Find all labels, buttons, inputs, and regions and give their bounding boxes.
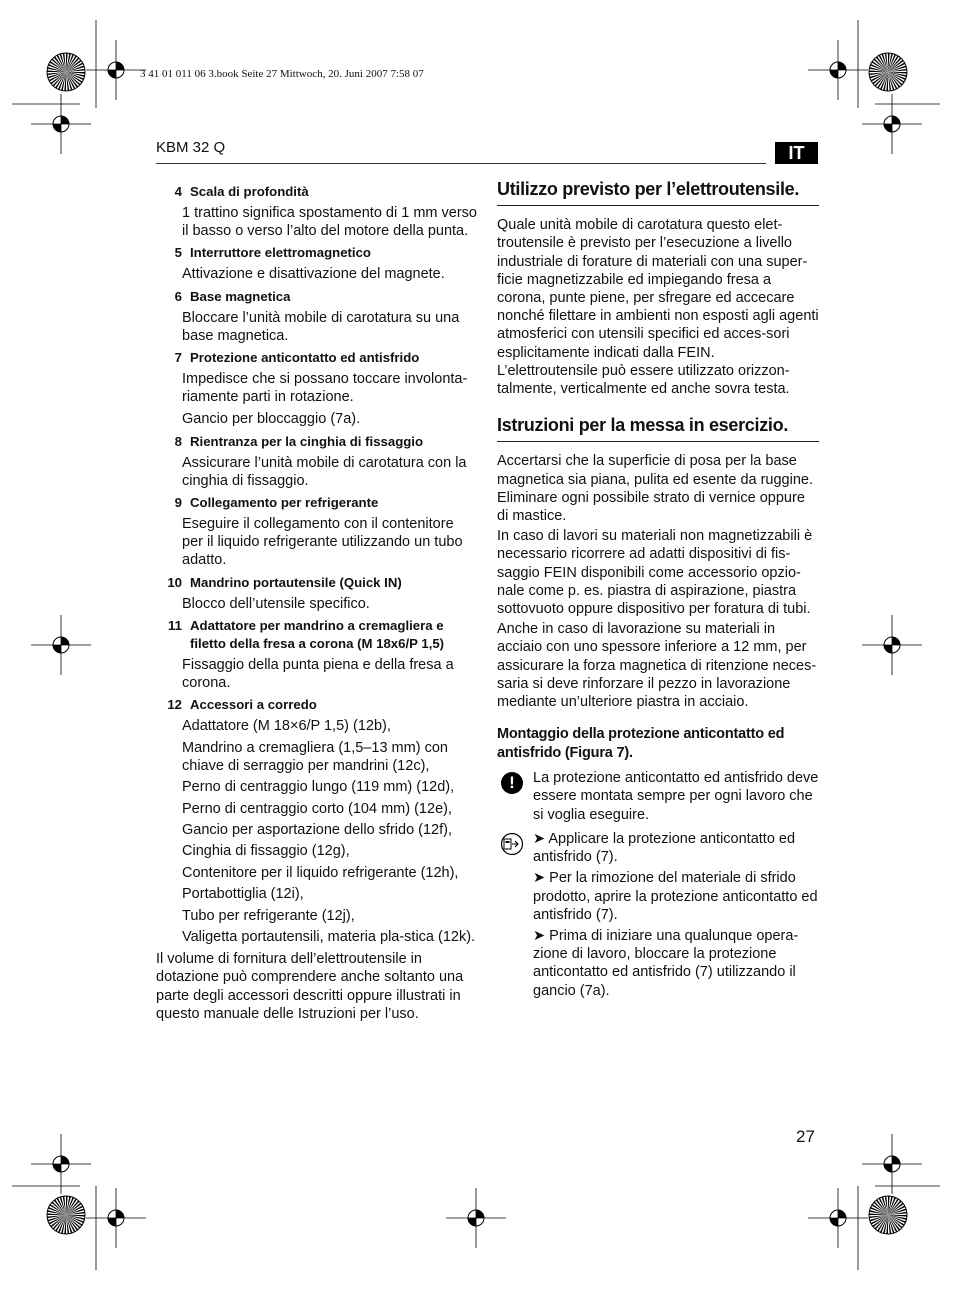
- item-description-line: Tubo per refrigerante (12j),: [182, 907, 355, 924]
- item-heading: [156, 574, 478, 592]
- section-title-intended-use: Utilizzo previsto per l’elettroutensile.: [497, 180, 819, 206]
- item-description: [156, 656, 478, 692]
- action-step-2: ➤ Per la rimozione del materiale di sfrido prodotto, aprire la protezione anticontatto ed antisfrido (7).: [533, 870, 818, 923]
- item-heading: [156, 183, 478, 201]
- warning-text: La protezione anticontatto ed antisfrido deve essere montata sempre per ogni lavoro che si voglia eseguire.: [533, 770, 819, 823]
- trim-line: [12, 104, 81, 105]
- action-step-3: ➤ Prima di iniziare una qualunque opera-zione di lavoro, bloccare la protezione anticontatto ed antisfrido (7) utilizzando il gancio (7a).: [533, 927, 799, 999]
- registration-mark-icon: [808, 40, 868, 100]
- registration-mark-icon: [808, 1188, 868, 1248]
- page-number: 27: [796, 1127, 815, 1146]
- item-description: [156, 370, 478, 429]
- item-title: Collegamento per refrigerante: [190, 495, 379, 511]
- item-heading: [156, 696, 478, 714]
- trim-line: [96, 20, 97, 109]
- item-title: Adattatore per mandrino a cremagliera e filetto della fresa a corona (M 18x6/P 1,5): [190, 617, 445, 651]
- registration-mark-icon: [31, 615, 91, 675]
- trim-line: [875, 1186, 941, 1187]
- item-description-line: Gancio per asportazione dello sfrido (12f),: [182, 822, 453, 839]
- commissioning-para-3: Anche in caso di lavorazione su materiali in acciaio con uno spessore inferiore a 12 mm, per assicurare la forza magnetica di ritenzione neces-saria si deve rinforzare il pezzo in lavorazione mediante un’ulteriore piastra in acciaio.: [497, 621, 817, 711]
- item-list: [156, 183, 478, 946]
- item-heading: [156, 494, 478, 512]
- section-title-commissioning: Istruzioni per la messa in esercizio.: [497, 416, 819, 442]
- registration-mark-icon: [446, 1188, 506, 1248]
- item-title: Protezione anticontatto ed antisfrido: [190, 350, 420, 366]
- item-description-line: Eseguire il collegamento con il contenitore per il liquido refrigerante utilizzando un tubo adatto.: [182, 516, 463, 569]
- item-description-line: Contenitore per il liquido refrigerante (12h),: [182, 864, 459, 881]
- item-heading: [156, 433, 478, 451]
- registration-mark-icon: [86, 40, 146, 100]
- item-description-line: Portabottiglia (12i),: [182, 886, 304, 903]
- item-number: 4: [174, 184, 182, 199]
- registration-mark-icon: [862, 615, 922, 675]
- scope-of-delivery-note: Il volume di fornitura dell’elettroutensile in dotazione può comprendere anche soltanto una parte degli accessori descritti oppure illustrati in questo manuale delle Istruzioni per l’uso.: [156, 951, 464, 1022]
- item-description: [156, 515, 478, 570]
- model-name: KBM 32 Q: [156, 139, 226, 156]
- item-heading: [156, 617, 478, 653]
- action-step-1: ➤ Applicare la protezione anticontatto ed antisfrido (7).: [533, 830, 796, 866]
- warning-icon: !: [501, 772, 523, 794]
- item-description-line: Perno di centraggio lungo (119 mm) (12d),: [182, 779, 455, 796]
- item-description-line: Bloccare l’unità mobile di carotatura su una base magnetica.: [182, 309, 460, 344]
- item-heading: [156, 288, 478, 306]
- trim-line: [96, 1186, 97, 1271]
- color-wheel-icon: [868, 1195, 908, 1235]
- file-meta: 3 41 01 011 06 3.book Seite 27 Mittwoch, 20. Juni 2007 7:58 07: [140, 68, 424, 80]
- registration-mark-icon: [862, 94, 922, 154]
- registration-mark-icon: [86, 1188, 146, 1248]
- item-description-line: Fissaggio della punta piena e della fresa a corona.: [182, 656, 454, 692]
- language-badge: IT: [775, 142, 818, 164]
- item-description-line: Assicurare l’unità mobile di carotatura con la cinghia di fissaggio.: [182, 454, 467, 489]
- item-description-line: Gancio per bloccaggio (7a).: [182, 411, 361, 428]
- color-wheel-icon: [46, 1195, 86, 1235]
- item-description-line: Valigetta portautensili, materia pla-stica (12k).: [182, 928, 476, 945]
- item-description-line: Attivazione e disattivazione del magnete.: [182, 266, 445, 283]
- item-number: 11: [168, 617, 182, 633]
- item-description-line: Mandrino a cremagliera (1,5–13 mm) con chiave di serraggio per mandrini (12c),: [182, 739, 448, 774]
- item-title: Base magnetica: [190, 288, 291, 304]
- trim-line: [858, 20, 859, 109]
- trim-line: [875, 104, 941, 105]
- item-description: [156, 595, 478, 613]
- item-heading: [156, 244, 478, 262]
- item-number: 5: [174, 245, 182, 261]
- item-number: 12: [167, 697, 182, 713]
- item-description: [156, 204, 478, 240]
- commissioning-para-1: Accertarsi che la superficie di posa per la base magnetica sia piana, pulita ed esente da ruggine. Eliminare ogni possibile strato di vernice oppure di mastice.: [497, 453, 813, 525]
- item-description-line: Impedisce che si possano toccare involonta-riamente parti in rotazione.: [182, 371, 468, 406]
- subsection-title-guard-mounting: Montaggio della protezione anticontatto ed antisfrido (Figura 7).: [497, 726, 785, 762]
- item-description-line: 1 trattino significa spostamento di 1 mm verso il basso o verso l’alto del motore della punta.: [182, 205, 477, 240]
- item-title: Mandrino portautensile (Quick IN): [190, 574, 402, 590]
- registration-mark-icon: [31, 1134, 91, 1194]
- item-title: Scala di profondità: [190, 184, 309, 199]
- item-title: Rientranza per la cinghia di fissaggio: [190, 433, 424, 449]
- registration-mark-icon: [862, 1134, 922, 1194]
- item-heading: [156, 349, 478, 367]
- header-rule: [156, 163, 766, 164]
- item-description: [156, 717, 478, 946]
- color-wheel-icon: [868, 52, 908, 92]
- item-description-line: Blocco dell’utensile specifico.: [182, 595, 370, 612]
- item-description: [156, 309, 478, 345]
- trim-line: [858, 1186, 859, 1271]
- intended-use-text: Quale unità mobile di carotatura questo elet-troutensile è previsto per l’esecuzione a livello industriale di forature di materiali con una super-ficie magnetizzabile ed impiegando fresa a corona, punte piene, per sfregare ed accecare nonché filettare in ambienti non esposti agli agenti atmosferici con utensili specifici ed acces-sori esplicitamente indicati dalla FEIN. L’elettroutensile può essere utilizzato orizzon-talmente, verticalmente ed anche sovra testa.: [497, 217, 819, 398]
- warning-note: [497, 769, 819, 827]
- item-number: 9: [174, 495, 182, 511]
- right-column: [497, 180, 819, 1006]
- trim-line: [12, 1186, 81, 1187]
- item-title: Interruttore elettromagnetico: [190, 245, 371, 261]
- commissioning-para-2: In caso di lavori su materiali non magnetizzabili è necessario ricorrere ad adatti dispositivi di fis-saggio FEIN disponibili come accessorio opzio-nale come p. es. piastra di aspirazione, piastra sottovuoto oppure dispositivo per foratura di tubi.: [497, 528, 813, 618]
- item-number: 6: [174, 288, 182, 304]
- item-number: 8: [174, 433, 182, 449]
- registration-mark-icon: [31, 94, 91, 154]
- action-steps: [497, 830, 819, 1003]
- item-description: [156, 454, 478, 490]
- color-wheel-icon: [46, 52, 86, 92]
- item-description: [156, 265, 478, 283]
- item-number: 10: [167, 574, 182, 590]
- left-column: [156, 180, 478, 1023]
- action-icon: [499, 833, 525, 855]
- item-number: 7: [174, 350, 182, 366]
- item-description-line: Adattatore (M 18×6/P 1,5) (12b),: [182, 718, 391, 735]
- item-title: Accessori a corredo: [190, 697, 317, 713]
- item-description-line: Perno di centraggio corto (104 mm) (12e),: [182, 800, 452, 817]
- item-description-line: Cinghia di fissaggio (12g),: [182, 843, 350, 860]
